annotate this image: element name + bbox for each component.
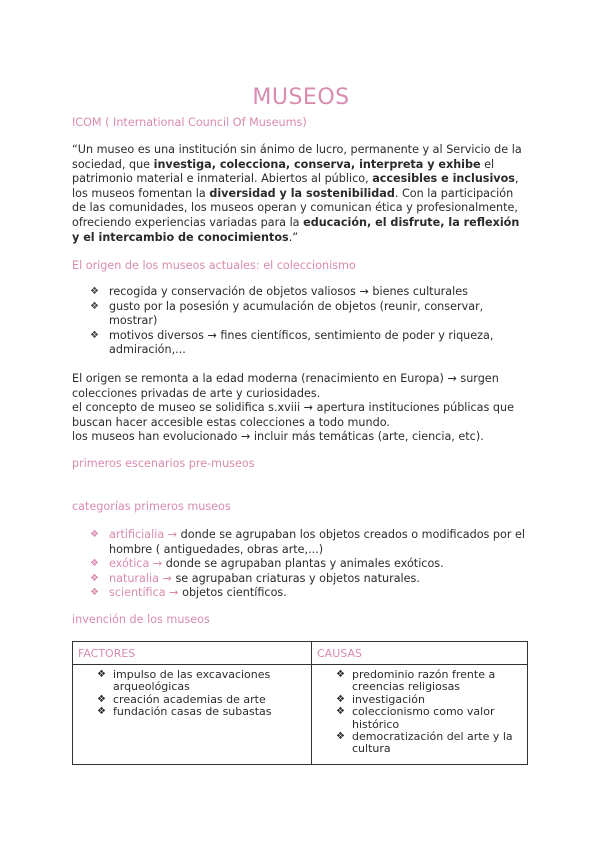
origin-bullet-list (72, 285, 528, 358)
diamond-bullet-icon: ❖ (90, 558, 99, 570)
diamond-bullet-icon: ❖ (90, 529, 99, 540)
quote-text: “Un museo es una institución sin ánimo de lucro, permanente y al Servicio de la sociedad, que (72, 143, 522, 171)
quote-text: . Con la participación de las comunidades, los museos operan y comunican ética y profesionalmente, ofreciendo experiencias variadas para la (72, 186, 518, 229)
invencion-heading: invención de los museos (72, 613, 210, 626)
diamond-bullet-icon: ❖ (336, 731, 345, 743)
diamond-bullet-icon: ❖ (336, 693, 345, 705)
table-header-factores: FACTORES (73, 642, 312, 665)
list-item: ❖ coleccionismo como valor histórico (336, 705, 495, 731)
list-item: ❖ democratización del arte y la cultura (336, 730, 513, 756)
list-item: ❖ predominio razón frente a creencias religiosas (336, 668, 496, 694)
origin-heading: El origen de los museos actuales: el coleccionismo (72, 259, 356, 272)
diamond-bullet-icon: ❖ (336, 706, 345, 718)
quote-emphasis: diversidad y la sostenibilidad (209, 186, 395, 200)
list-item: ❖ exótica → donde se agrupaban plantas y animales exóticos. (90, 557, 444, 571)
list-item: ❖ artificialia → donde se agrupaban los objetos creados o modificados por el hombre ( antiguedades, obras arte,...) (90, 528, 526, 556)
quote-emphasis: accesibles e inclusivos (372, 172, 515, 186)
quote-emphasis: educación, el disfrute, la reflexión y el intercambio de conocimientos (72, 215, 520, 244)
origin-paragraph (72, 372, 528, 445)
factores-causas-table (72, 641, 528, 765)
diamond-bullet-icon: ❖ (90, 300, 99, 312)
factores-cell (73, 665, 312, 765)
diamond-bullet-icon: ❖ (97, 706, 106, 718)
diamond-bullet-icon: ❖ (90, 587, 99, 599)
origin-line: El origen se remonta a la edad moderna (renacimiento en Europa) → surgen colecciones privadas de arte y curiosidades. (72, 372, 499, 400)
list-item: ❖ scientífica → objetos científicos. (90, 586, 287, 600)
list-item: ❖ creación academias de arte (97, 692, 266, 706)
list-item: ❖ impulso de las excavaciones arqueológicas (97, 668, 271, 694)
table-header-causas: CAUSAS (312, 642, 528, 665)
categorias-list (72, 528, 528, 601)
diamond-bullet-icon: ❖ (97, 669, 106, 680)
list-item: ❖ gusto por la posesión y acumulación de objetos (reunir, conservar, mostrar) (90, 299, 484, 328)
list-item: ❖ investigación (336, 692, 425, 706)
quote-text: el patrimonio material e inmaterial. Abiertos al público, (72, 157, 495, 186)
categorias-heading: categorías primeros museos (72, 500, 231, 513)
list-item: ❖ motivos diversos → fines científicos, sentimiento de poder y riqueza, admiración,... (90, 328, 494, 357)
diamond-bullet-icon: ❖ (90, 329, 99, 341)
list-item: ❖ recogida y conservación de objetos valiosos → bienes culturales (90, 285, 468, 298)
page-title: MUSEOS (252, 84, 350, 110)
icom-quote (72, 143, 528, 245)
origin-line: los museos han evolucionado → incluir más temáticas (arte, ciencia, etc). (72, 430, 484, 444)
icom-heading: ICOM ( International Council Of Museums) (72, 116, 307, 129)
list-item: ❖ naturalia → se agrupaban criaturas y objetos naturales. (90, 571, 420, 585)
diamond-bullet-icon: ❖ (90, 572, 99, 584)
diamond-bullet-icon: ❖ (90, 286, 99, 297)
quote-text: , los museos fomentan la (72, 172, 519, 200)
quote-text: .” (288, 230, 299, 244)
diamond-bullet-icon: ❖ (97, 693, 106, 705)
causas-cell (312, 665, 528, 765)
diamond-bullet-icon: ❖ (336, 669, 345, 680)
quote-emphasis: investiga, colecciona, conserva, interpreta y exhibe (153, 157, 481, 171)
origin-line: el concepto de museo se solidifica s.xviii → apertura instituciones públicas que buscan hacer accesible estas colecciones a todo mundo. (72, 401, 514, 429)
pre-museos-heading: primeros escenarios pre-museos (72, 457, 255, 470)
list-item: ❖ fundación casas de subastas (97, 705, 272, 719)
